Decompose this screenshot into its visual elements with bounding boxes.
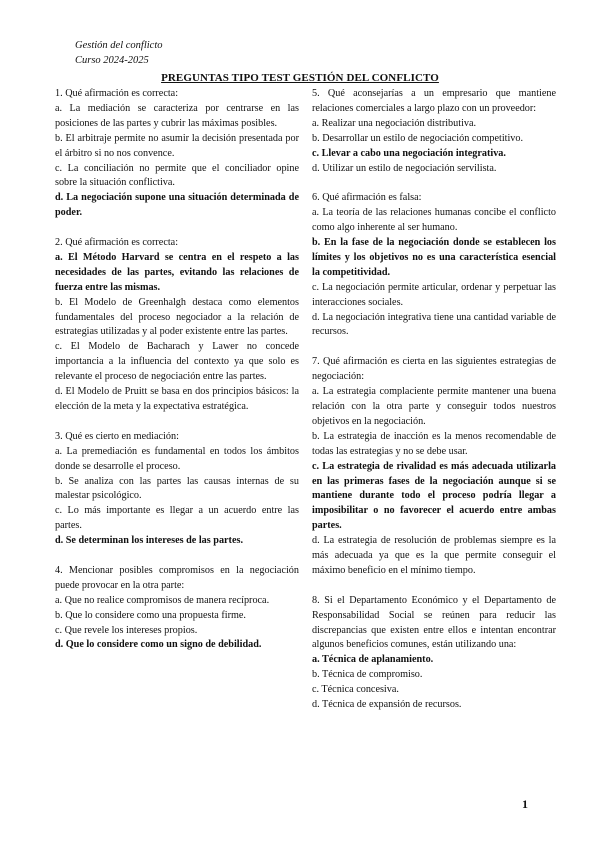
question-block <box>312 355 556 579</box>
answer-option: b. Técnica de compromiso. <box>312 669 423 681</box>
question-block <box>55 430 299 549</box>
answer-option: a. Realizar una negociación distributiva. <box>312 117 477 129</box>
question-text: 6. Qué afirmación es falsa: <box>312 192 422 204</box>
question-block <box>312 594 556 713</box>
answer-option: a. La mediación se caracteriza por centrarse en las posiciones de las partes y cubrir las máximas posibles. <box>55 102 299 129</box>
answer-option: b. Que lo considere como una propuesta firme. <box>55 609 246 621</box>
answer-option-correct: c. Llevar a cabo una negociación integrativa. <box>312 147 506 159</box>
answer-option: d. La negociación integrativa tiene una cantidad variable de recursos. <box>312 311 556 338</box>
answer-option-correct: d. La negociación supone una situación determinada de poder. <box>55 192 299 219</box>
question-block <box>312 87 556 176</box>
answer-option: c. La negociación permite articular, ordenar y perpetuar las interacciones sociales. <box>312 281 556 308</box>
answer-option-correct: a. Técnica de aplanamiento. <box>312 654 434 666</box>
answer-option-correct: d. Se determinan los intereses de las partes. <box>55 535 243 547</box>
page-number: 1 <box>522 797 528 811</box>
answer-option: b. La estrategia de inacción es la menos recomendable de todas las estrategias y no se debe usar. <box>312 430 556 457</box>
answer-option-correct: c. La estrategia de rivalidad es más adecuada utilizarla en las primeras fases de la negociación aunque si se mantiene durante todo el proceso podría llegar a imposibilitar o no favorecer el acuerdo entre ambas partes. <box>312 460 556 532</box>
answer-option: a. La premediación es fundamental en todos los ámbitos donde se desarrolle el proceso. <box>55 445 299 472</box>
question-block <box>55 87 299 221</box>
answer-option: d. La estrategia de resolución de problemas siempre es la más adecuada ya que es la que permite conseguir el máximo beneficio en el mínimo tiempo. <box>312 535 556 576</box>
question-block <box>55 236 299 415</box>
answer-option-correct: a. El Método Harvard se centra en el respeto a las necesidades de las partes, evitando las relaciones de fuerza entre las mismas. <box>55 251 299 293</box>
question-text: 8. Si el Departamento Económico y el Departamento de Responsabilidad Social se reúnen para reducir las discrepancias que existen entre ellos e intentan encontrar algunos beneficios comunes, están utilizando una: <box>312 594 556 651</box>
question-block <box>312 191 556 340</box>
answer-option: a. La teoría de las relaciones humanas concibe el conflicto como algo inherente al ser humano. <box>312 207 556 234</box>
answer-option: c. Lo más importante es llegar a un acuerdo entre las partes. <box>55 505 299 532</box>
answer-option: b. Se analiza con las partes las causas internas de su malestar psicológico. <box>55 475 299 502</box>
question-text: 4. Mencionar posibles compromisos en la negociación puede provocar en la otra parte: <box>55 564 299 591</box>
answer-option: b. El Modelo de Greenhalgh destaca como elementos fundamentales del proceso negociador a la relación de estrategias utilizadas y al poder existente entre las partes. <box>55 296 299 338</box>
answer-option: b. Desarrollar un estilo de negociación competitivo. <box>312 132 524 144</box>
question-text: 1. Qué afirmación es correcta: <box>55 88 179 99</box>
question-block <box>55 564 299 653</box>
question-text: 2. Qué afirmación es correcta: <box>55 237 179 249</box>
header-course-name: Gestión del conflicto <box>75 40 163 51</box>
right-column <box>312 87 556 728</box>
answer-option: a. Que no realice compromisos de manera recíproca. <box>55 594 270 606</box>
left-column <box>55 87 299 668</box>
answer-option: c. Técnica concesiva. <box>312 684 399 696</box>
answer-option: c. La conciliación no permite que el conciliador opine sobre la situación conflictiva. <box>55 162 299 189</box>
answer-option: c. El Modelo de Bacharach y Lawer no concede importancia a la influencia del contexto ya que solo es relevante el proceso de negociación entre las partes. <box>55 341 299 383</box>
question-text: 3. Qué es cierto en mediación: <box>55 430 179 442</box>
answer-option: d. Técnica de expansión de recursos. <box>312 699 462 711</box>
answer-option: d. Utilizar un estilo de negociación servilista. <box>312 162 497 174</box>
answer-option: d. El Modelo de Pruitt se basa en dos principios básicos: la elección de la meta y la expectativa estratégica. <box>55 386 299 413</box>
document-title: PREGUNTAS TIPO TEST GESTIÓN DEL CONFLICTO <box>161 72 439 84</box>
answer-option: c. Que revele los intereses propios. <box>55 624 198 636</box>
answer-option-correct: b. En la fase de la negociación donde se establecen los límites y los objetivos no es una característica esencial la competitividad. <box>312 237 556 278</box>
header-course-year: Curso 2024-2025 <box>75 55 149 66</box>
answer-option: b. El arbitraje permite no asumir la decisión presentada por el árbitro si no nos convence. <box>55 132 299 159</box>
question-text: 5. Qué aconsejarías a un empresario que mantiene relaciones comerciales a largo plazo con un proveedor: <box>312 88 556 114</box>
question-text: 7. Qué afirmación es cierta en las siguientes estrategias de negociación: <box>312 356 556 383</box>
answer-option-correct: d. Que lo considere como un signo de debilidad. <box>55 639 262 651</box>
page-header <box>75 38 162 68</box>
answer-option: a. La estrategia complaciente permite mantener una buena relación con la otra parte y conseguir todos nuestros objetivos en la negociación. <box>312 386 556 427</box>
